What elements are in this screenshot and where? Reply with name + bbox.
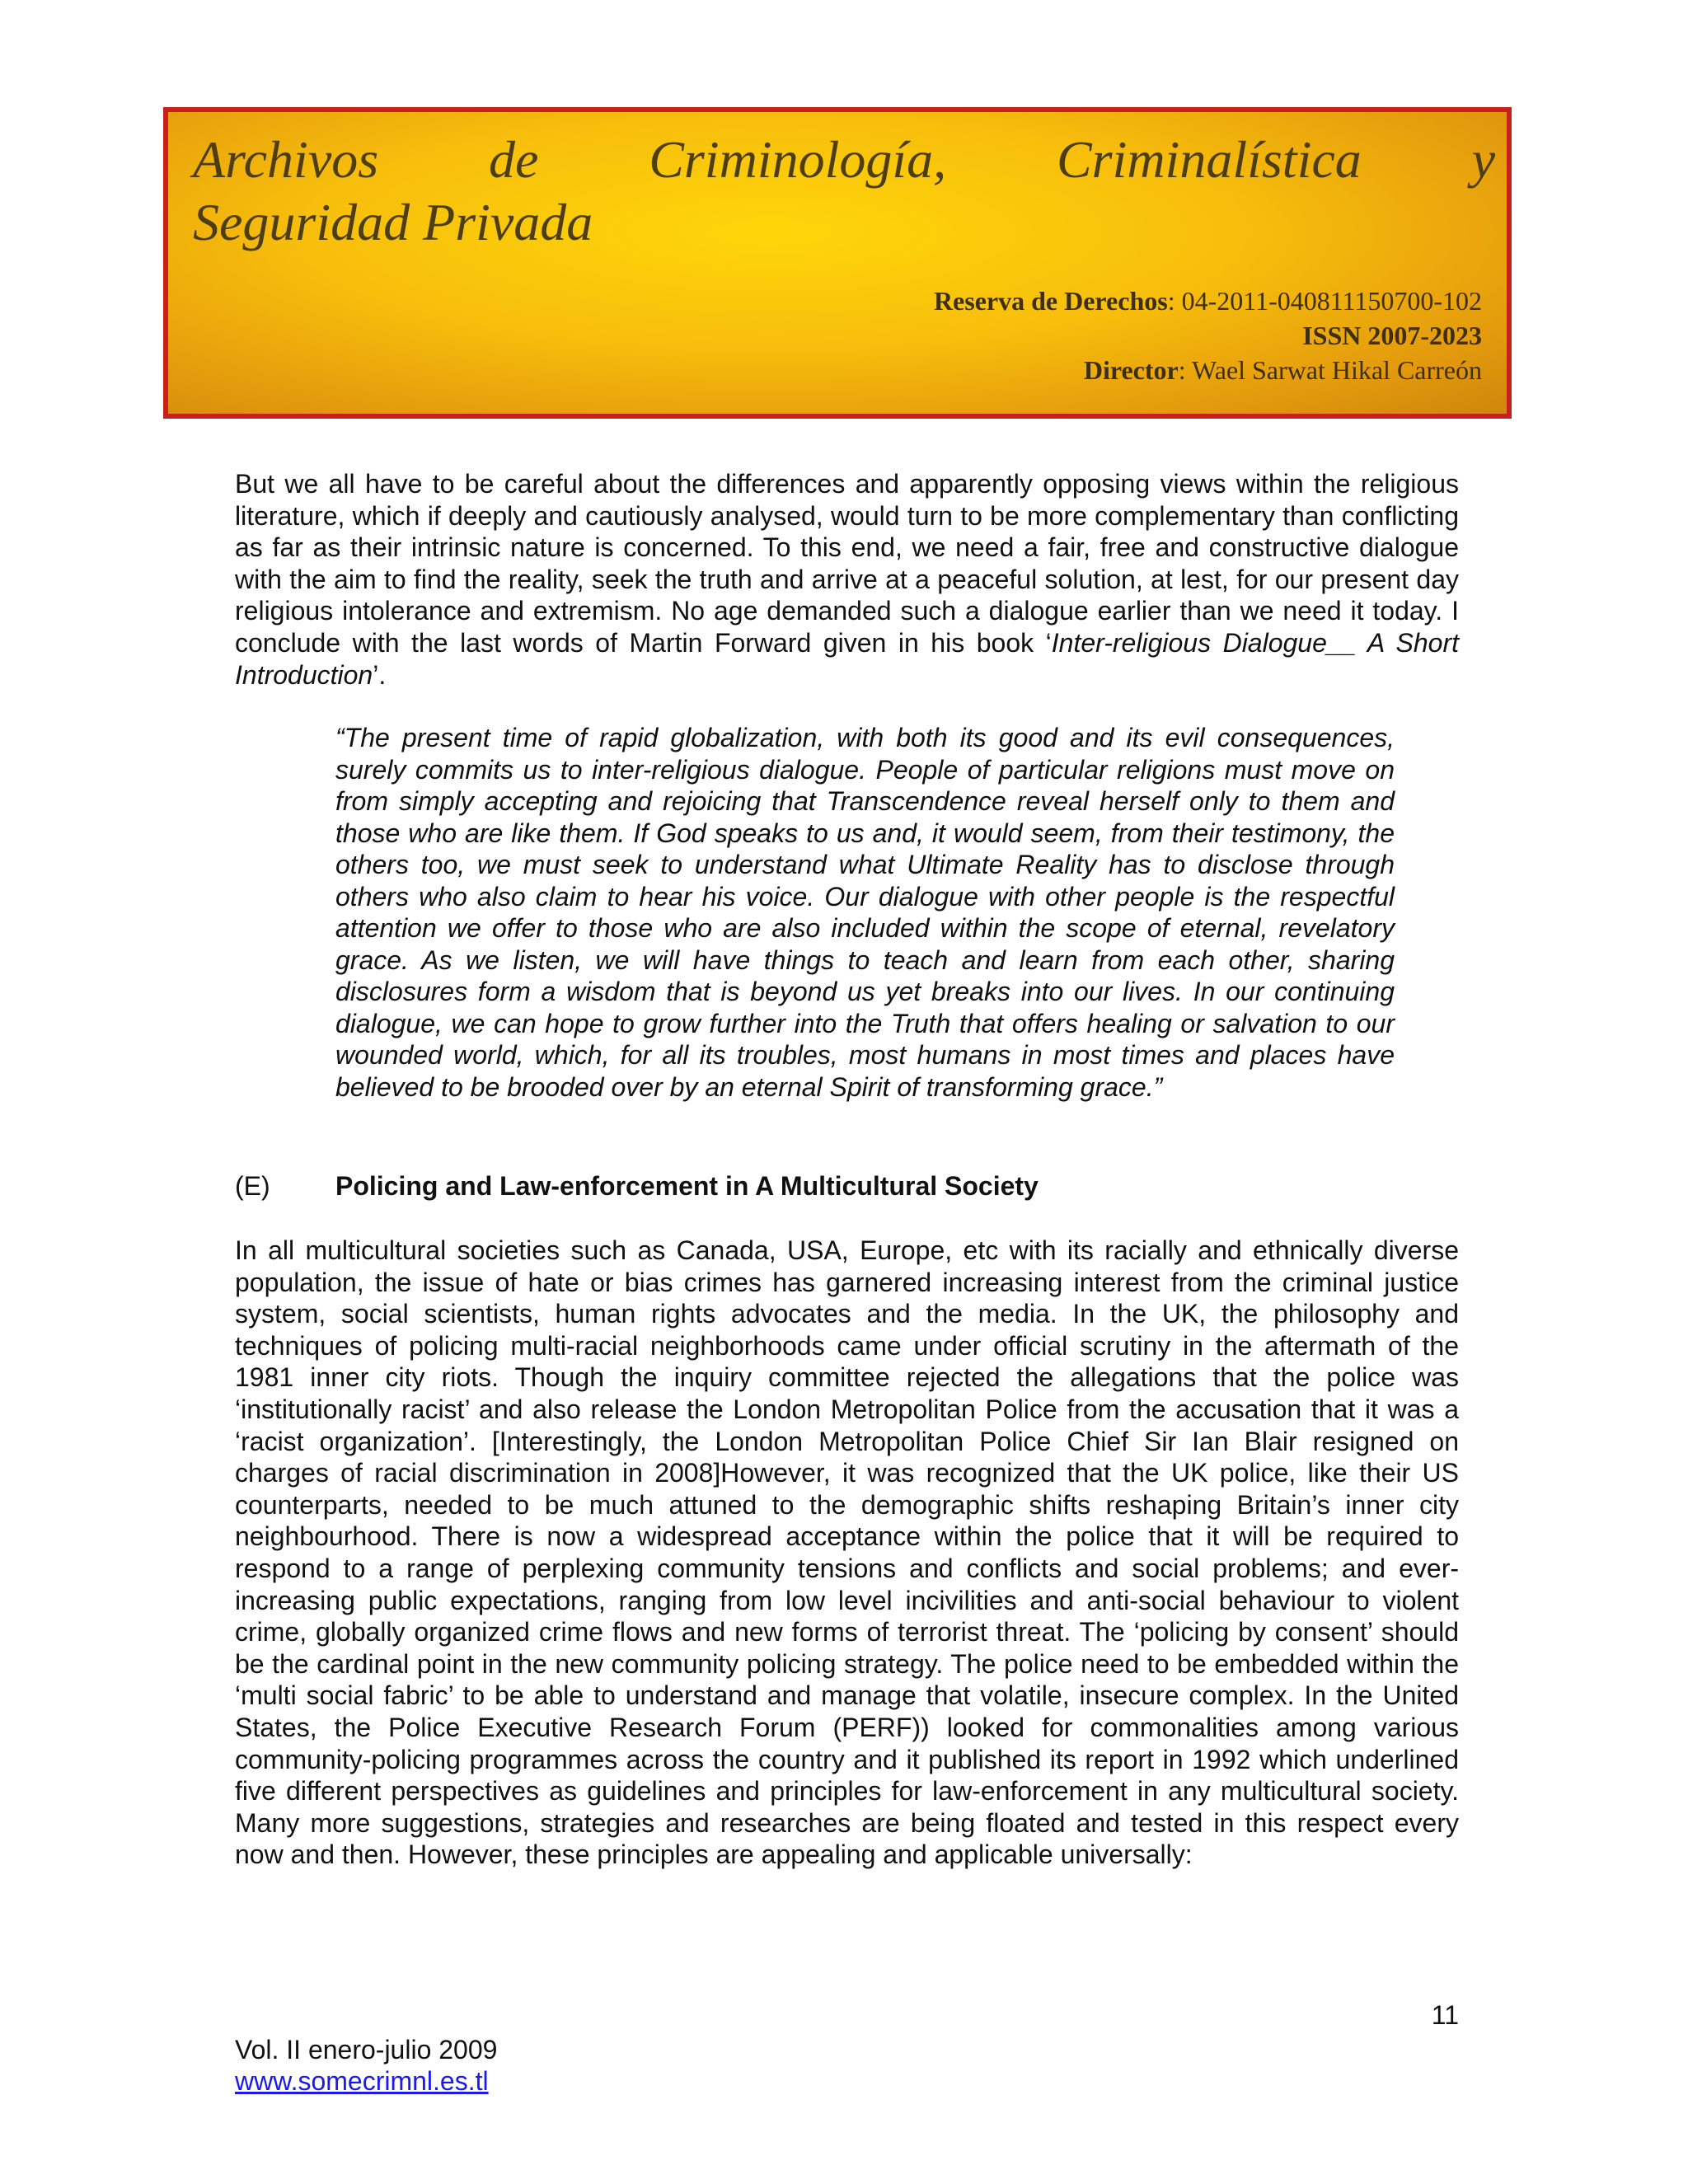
journal-title	[193, 129, 1495, 254]
director-line	[934, 353, 1482, 387]
reserva-value: : 04-2011-040811150700-102	[1167, 286, 1482, 316]
page-number: 11	[1431, 2000, 1459, 2030]
website-link[interactable]: www.somecrimnl.es.tl	[235, 2066, 489, 2096]
section-number: (E)	[235, 1171, 270, 1201]
intro-paragraph-text: But we all have to be careful about the differences and apparently opposing views within the religious literature, which if deeply and cautiously analysed, would turn to be more complementary than conflicting as far as their intrinsic nature is concerned. To this end, we need a fair, free and constructive dialogue with the aim to find the reality, seek the truth and arrive at a peaceful solution, at lest, for our present day religious intolerance and extremism. No age demanded such a dialogue earlier than we need it today. I conclude with the last words of Martin Forward given in his book ‘	[235, 469, 1459, 658]
director-value: : Wael Sarwat Hikal Carreón	[1178, 355, 1482, 385]
journal-title-line1: Archivos de Criminología, Criminalística y	[193, 130, 1495, 189]
policing-paragraph: In all multicultural societies such as Canada, USA, Europe, etc with its racially and ethnically diverse population, the issue of hate or bias crimes has garnered increasing interest from the criminal justice system, social scientists, human rights advocates and the media. In the UK, the philosophy and techniques of policing multi-racial neighborhoods came under official scrutiny in the aftermath of the 1981 inner city riots. Though the inquiry committee rejected the allegations that the police was ‘institutionally racist’ and also release the London Metropolitan Police from the accusation that it was a ‘racist organization’. [Interestingly, the London Metropolitan Police Chief Sir Ian Blair resigned on charges of racial discrimination in 2008]However, it was recognized that the UK police, like their US counterparts, needed to be much attuned to the demographic shifts reshaping Britain’s inner city neighbourhood. There is now a widespread acceptance within the police that it will be required to respond to a range of perplexing community tensions and conflicts and social problems; and ever-increasing public expectations, ranging from low level incivilities and anti-social behaviour to violent crime, globally organized crime flows and new forms of terrorist threat. The ‘policing by consent’ should be the cardinal point in the new community policing strategy. The police need to be embedded within the ‘multi social fabric’ to be able to understand and manage that volatile, insecure complex. In the United States, the Police Executive Research Forum (PERF)) looked for commonalities among various community-policing programmes across the country and it published its report in 1992 which underlined five different perspectives as guidelines and principles for law-enforcement in any multicultural society. Many more suggestions, strategies and researches are being floated and tested in this respect every now and then. However, these principles are appealing and applicable universally:	[235, 1235, 1459, 1870]
section-title: Policing and Law-enforcement in A Multicultural Society	[335, 1171, 1039, 1201]
intro-paragraph	[235, 468, 1459, 691]
journal-meta	[934, 284, 1482, 387]
block-quote: “The present time of rapid globalization, with both its good and its evil consequences, surely commits us to inter-religious dialogue. People of particular religions must move on from simply accepting and rejoicing that Transcendence reveal herself only to them and those who are like them. If God speaks to us and, it would seem, from their testimony, the others too, we must seek to understand what Ultimate Reality has to disclose through others who also claim to hear his voice. Our dialogue with other people is the respectful attention we offer to those who are also included within the scope of eternal, revelatory grace. As we listen, we will have things to teach and learn from each other, sharing disclosures form a wisdom that is beyond us yet breaks into our lives. In our continuing dialogue, we can hope to grow further into the Truth that offers healing or salvation to our wounded world, which, for all its troubles, most humans in most times and places have believed to be brooded over by an eternal Spirit of transforming grace.”	[335, 723, 1395, 1102]
reserva-line	[934, 284, 1482, 318]
issn-line: ISSN 2007-2023	[1302, 321, 1482, 350]
section-heading	[235, 1170, 1039, 1202]
volume-info: Vol. II enero-julio 2009	[235, 2035, 498, 2064]
page-footer	[235, 2034, 497, 2097]
intro-paragraph-end: ’.	[373, 659, 387, 690]
reserva-label: Reserva de Derechos	[933, 286, 1168, 316]
book-title: Inter-religious Dialogue__ A Short Introduction	[235, 627, 1460, 690]
director-label: Director	[1083, 355, 1179, 385]
journal-title-line2: Seguridad Privada	[193, 193, 593, 251]
journal-header-banner	[163, 107, 1512, 419]
